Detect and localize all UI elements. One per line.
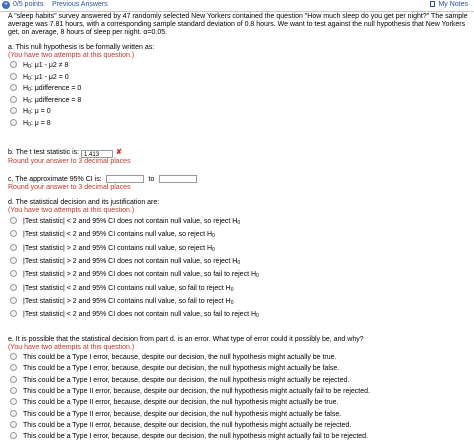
part-e-option[interactable] [10,364,339,373]
radio-button[interactable] [10,421,17,428]
part-e-option[interactable] [10,387,370,396]
part-e-attempts: (You have two attempts at this question.) [8,344,135,351]
option-subscript: 0 [256,273,259,280]
radio-button[interactable] [10,297,17,304]
option-text: |Test statistic| > 2 and 95% CI contains null value, so reject H [23,244,213,252]
option-text: This could be a Type I error, because, despite our decision, the null hypothesis might actually fail to be rejected. [23,433,369,441]
option-text: This could be a Type II error, because, despite our decision, the null hypothesis might actually fail to be rejected. [23,387,370,395]
option-subscript: 0 [28,64,31,70]
part-e-option[interactable] [10,353,337,362]
part-a-option[interactable] [10,61,68,70]
option-text: This could be a Type I error, because, despite our decision, the null hypothesis might actually be true. [23,354,337,361]
option-text: |Test statistic| < 2 and 95% CI does not contain null value, so reject H [23,218,238,225]
notes-icon [430,1,435,7]
option-text: |Test statistic| > 2 and 95% CI does not contain null value, so fail to reject H [23,271,257,279]
t-statistic-input[interactable]: 1.413 [81,150,113,158]
part-b [8,149,131,166]
part-e-prompt: e. It is possible that the statistical decision from part d. is an error. What type of error could it possibly be, and why? [8,336,364,343]
part-e-option[interactable] [10,432,368,441]
option-text: : μ = 0 [30,108,51,115]
my-notes-label: My Notes [438,1,468,8]
part-d-option[interactable] [10,297,234,306]
option-label: H [23,119,29,127]
option-label: H [23,73,29,81]
part-c [8,175,197,192]
option-subscript: 0 [256,313,259,320]
radio-button[interactable] [10,244,17,251]
radio-button[interactable] [10,61,17,68]
option-label: H [23,62,29,69]
radio-button[interactable] [10,119,17,126]
radio-button[interactable] [10,257,17,264]
question-body [8,13,470,38]
my-notes-link[interactable] [430,1,468,8]
part-a-option[interactable] [10,107,51,116]
radio-button[interactable] [10,107,17,114]
part-a-option[interactable] [10,96,81,105]
expand-icon[interactable]: + [3,1,9,8]
option-subscript: 0 [28,121,31,128]
option-text: This could be a Type II error, because, despite our decision, the null hypothesis might actually be false. [23,410,342,418]
radio-button[interactable] [10,217,17,224]
ci-lower-input[interactable] [106,175,144,183]
score-label: 0/5 points [13,1,44,8]
part-d-option[interactable] [10,310,259,319]
part-e-option[interactable] [10,398,338,407]
option-subscript: 0 [230,286,234,293]
option-text: This could be a Type II error, because, despite our decision, the null hypothesis might actually be rejected. [23,421,352,429]
part-d-attempts: (You have two attempts at this question.) [8,207,135,214]
option-text: |Test statistic| < 2 and 95% CI contains null value, so fail to reject H [23,284,231,292]
option-subscript: 0 [28,75,31,82]
option-subscript: 0 [237,220,241,226]
option-text: |Test statistic| > 2 and 95% CI contains null value, so fail to reject H [23,297,231,305]
part-a-option[interactable] [10,119,51,128]
part-e-option[interactable] [10,410,341,419]
radio-button[interactable] [10,387,17,394]
radio-button[interactable] [10,432,17,439]
radio-button[interactable] [10,96,17,103]
part-c-prompt: c. The approximate 95% CI is: [8,176,102,183]
radio-button[interactable] [10,73,17,80]
ci-to-label: to [148,176,155,183]
option-text: This could be a Type I error, because, despite our decision, the null hypothesis might actually be false. [23,365,340,373]
part-d-option[interactable] [10,244,215,253]
part-a-attempts: (You have two attempts at this question.) [8,52,135,59]
part-b-note: Round your answer to 3 decimal places [8,158,131,165]
part-e [8,336,364,352]
part-a-prompt: a. This null hypothesis is be formally written as: [8,44,155,51]
part-d-option[interactable] [10,257,240,266]
option-text: : μ1 - μ2 = 0 [30,73,69,81]
option-label: H [23,108,29,115]
option-text: |Test statistic| < 2 and 95% CI contains null value, so reject H [23,231,213,239]
radio-button[interactable] [10,230,17,237]
option-subscript: 0 [28,110,31,116]
radio-button[interactable] [10,84,17,91]
option-subscript: 0 [212,233,215,240]
option-subscript: 0 [237,259,241,266]
option-text: |Test statistic| > 2 and 95% CI does not contain null value, so reject H [23,257,238,265]
radio-button[interactable] [10,284,17,291]
part-a-option[interactable] [10,73,69,82]
radio-button[interactable] [10,410,17,417]
ci-upper-input[interactable] [159,175,197,183]
part-d-prompt: d. The statistical decision and its justification are: [8,199,160,206]
option-text: This could be a Type I error, because, despite our decision, the null hypothesis might actually be rejected. [23,376,350,384]
part-c-note: Round your answer to 3 decimal places [8,184,131,191]
part-a-option[interactable] [10,84,81,93]
part-d-option[interactable] [10,217,240,226]
part-d-option[interactable] [10,270,259,279]
part-e-option[interactable] [10,376,349,385]
option-text: : μdifference = 8 [30,96,82,104]
option-text: |Test statistic| < 2 and 95% CI does not contain null value, so fail to reject H [23,311,257,319]
incorrect-icon: ✘ [116,149,122,156]
part-d-option[interactable] [10,230,215,239]
option-text: This could be a Type II error, because, despite our decision, the null hypothesis might actually be true. [23,399,339,407]
previous-answers-link[interactable]: Previous Answers [52,1,108,8]
option-label: H [23,85,29,92]
radio-button[interactable] [10,398,17,405]
part-d [8,199,159,215]
option-text: : μ = 8 [30,119,51,127]
option-subscript: 0 [230,299,234,306]
part-b-prompt: b. The t test statistic is: [8,149,80,156]
option-text: : μ1 - μ2 ≠ 8 [30,62,69,69]
radio-button[interactable] [10,364,17,371]
question-text: A "sleep habits" survey answered by 47 randomly selected New Yorkers contained the question "How much sleep do you get per night?" The sample average was 7.81 hours, with a corresponding sample standard deviation of 0.8 hours. We want to test against the null hypothesis that New Yorkers get, on average, 8 hours of sleep per night. α=0.05. [8,13,468,37]
option-text: : μdifference = 0 [30,85,82,92]
radio-button[interactable] [10,376,17,383]
option-label: H [23,96,29,104]
part-e-option[interactable] [10,421,351,430]
part-d-option[interactable] [10,284,234,293]
option-subscript: 0 [28,87,31,93]
radio-button[interactable] [10,270,17,277]
option-subscript: 0 [212,246,215,253]
option-subscript: 0 [28,98,31,105]
radio-button[interactable] [10,353,17,360]
part-a [8,44,154,60]
question-header [0,0,474,12]
radio-button[interactable] [10,310,17,317]
